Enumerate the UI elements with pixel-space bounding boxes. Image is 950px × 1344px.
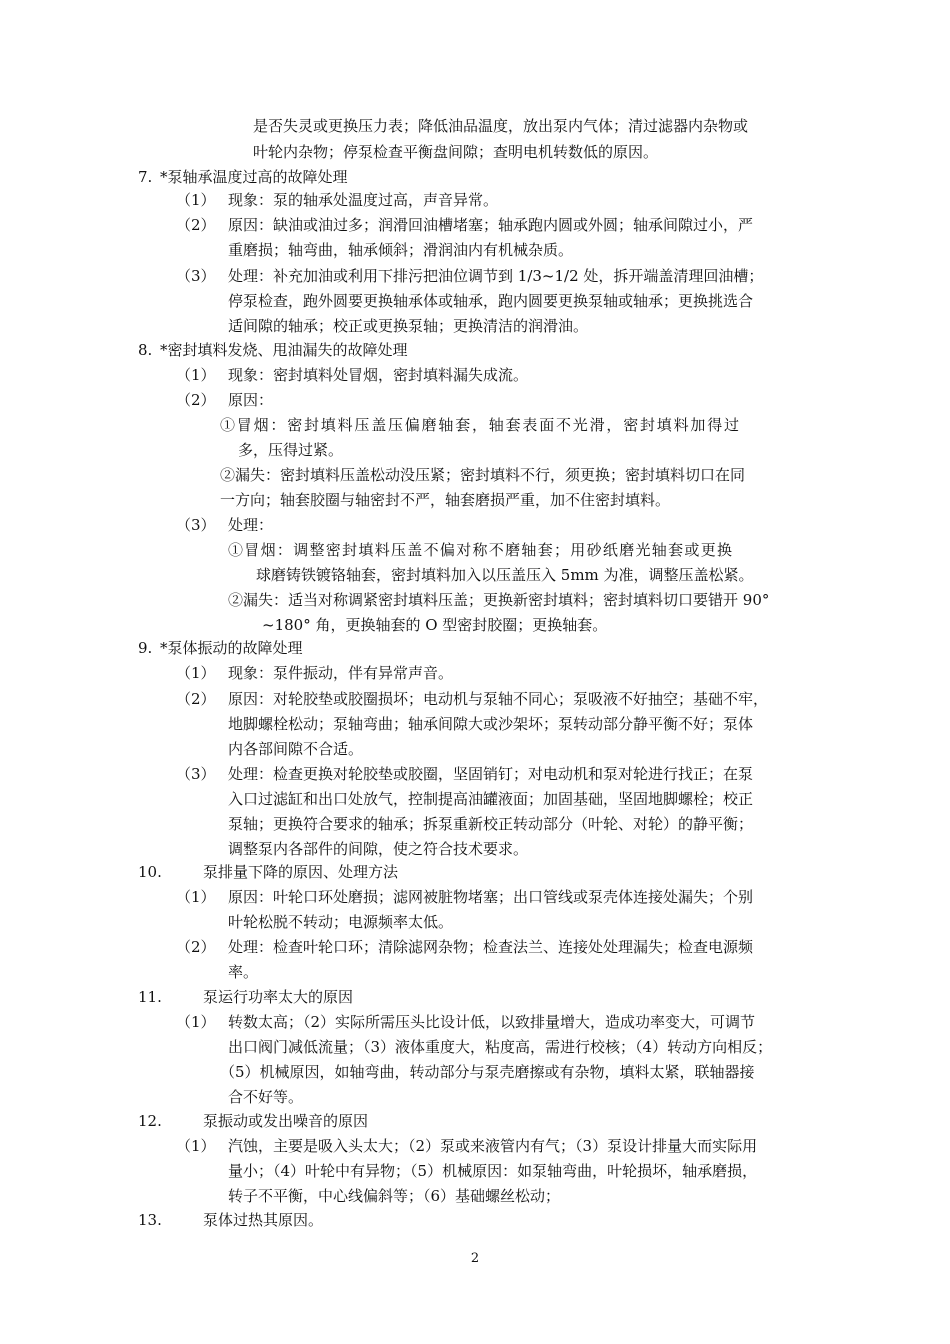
item-number: （3） bbox=[176, 267, 216, 285]
text-line: 处理：检查更换对轮胶垫或胶圈，坚固销钉；对电动机和泵对轮进行找正；在泵 bbox=[228, 765, 754, 783]
text-line: 重磨损；轴弯曲，轴承倾斜；滑润油内有机械杂质。 bbox=[228, 241, 574, 259]
section-number: 7. bbox=[138, 168, 153, 186]
text-line: 处理：补充加油或利用下排污把油位调节到 1/3~1/2 处，拆开端盖清理回油槽； bbox=[228, 267, 764, 285]
text-line: 出口阀门减低流量；（3）液体重度大，粘度高，需进行校核；（4）转动方向相反； bbox=[228, 1038, 773, 1056]
section-title: 泵振动或发出噪音的原因 bbox=[203, 1112, 369, 1130]
text-line: 现象：泵的轴承处温度过高，声音异常。 bbox=[228, 191, 499, 209]
text-line: 处理：检查叶轮口环；清除滤网杂物；检查法兰、连接处处理漏失；检查电源频 bbox=[228, 938, 754, 956]
item-number: （2） bbox=[176, 938, 216, 956]
text-line: 合不好等。 bbox=[228, 1088, 304, 1106]
text-line: 调整泵内各部件的间隙，使之符合技术要求。 bbox=[228, 840, 529, 858]
item-number: （1） bbox=[176, 191, 216, 209]
text-line: 泵轴；更换符合要求的轴承；拆泵重新校正转动部分（叶轮、对轮）的静平衡； bbox=[228, 815, 754, 833]
section-number: 9. bbox=[138, 639, 153, 657]
text-line: ①冒烟：密封填料压盖压偏磨轴套，轴套表面不光滑，密封填料加得过 bbox=[220, 416, 741, 434]
text-line: 转数太高；（2）实际所需压头比设计低，以致排量增大，造成功率变大，可调节 bbox=[228, 1013, 756, 1031]
page-number: 2 bbox=[470, 1251, 480, 1266]
text-line: 转子不平衡，中心线偏斜等；（6）基础螺丝松动； bbox=[228, 1187, 561, 1205]
item-number: （1） bbox=[176, 888, 216, 906]
text-line: 现象：泵件振动，伴有异常声音。 bbox=[228, 664, 454, 682]
section-number: 8. bbox=[138, 341, 153, 359]
section-title: 泵运行功率太大的原因 bbox=[203, 988, 354, 1006]
text-line: 处理： bbox=[228, 516, 274, 534]
item-number: （2） bbox=[176, 391, 216, 409]
item-number: （1） bbox=[176, 1013, 216, 1031]
item-number: （3） bbox=[176, 516, 216, 534]
section-title: *密封填料发烧、甩油漏失的故障处理 bbox=[160, 341, 408, 359]
text-line: 现象：密封填料处冒烟，密封填料漏失成流。 bbox=[228, 366, 529, 384]
text-line: 内各部间隙不合适。 bbox=[228, 740, 364, 758]
text-line: 一方向；轴套胶圈与轴密封不严，轴套磨损严重，加不住密封填料。 bbox=[220, 491, 671, 509]
text-line: 原因：缺油或油过多；润滑回油槽堵塞；轴承跑内圆或外圆；轴承间隙过小，严 bbox=[228, 216, 754, 234]
text-line: 汽蚀，主要是吸入头太大；（2）泵或来液管内有气；（3）泵设计排量大而实际用 bbox=[228, 1137, 758, 1155]
section-title: 泵排量下降的原因、处理方法 bbox=[203, 863, 399, 881]
text-line: 量小；（4）叶轮中有异物；（5）机械原因：如泵轴弯曲，叶轮损坏，轴承磨损， bbox=[228, 1162, 758, 1180]
text-line: 原因：叶轮口环处磨损；滤网被脏物堵塞；出口管线或泵壳体连接处漏失；个别 bbox=[228, 888, 754, 906]
text-line: 叶轮内杂物；停泵检查平衡盘间隙；查明电机转数低的原因。 bbox=[253, 143, 659, 161]
text-line: 叶轮松脱不转动；电源频率太低。 bbox=[228, 913, 454, 931]
text-line: ①冒烟：调整密封填料压盖不偏对称不磨轴套；用砂纸磨光轴套或更换 bbox=[228, 541, 734, 559]
item-number: （1） bbox=[176, 1137, 216, 1155]
item-number: （2） bbox=[176, 690, 216, 708]
text-line: 原因：对轮胶垫或胶圈损坏；电动机与泵轴不同心；泵吸液不好抽空；基础不牢， bbox=[228, 690, 769, 708]
item-number: （1） bbox=[176, 366, 216, 384]
text-line: 是否失灵或更换压力表；降低油品温度，放出泵内气体；清过滤器内杂物或 bbox=[253, 117, 749, 135]
section-number: 12. bbox=[138, 1112, 162, 1130]
text-line: 球磨铸铁镀铬轴套，密封填料加入以压盖压入 5mm 为准，调整压盖松紧。 bbox=[256, 566, 754, 584]
section-title: 泵体过热其原因。 bbox=[203, 1211, 324, 1229]
section-title: *泵体振动的故障处理 bbox=[160, 639, 303, 657]
text-line: 原因： bbox=[228, 391, 274, 409]
text-line: 率。 bbox=[228, 963, 259, 981]
item-number: （2） bbox=[176, 216, 216, 234]
text-line: ②漏失：密封填料压盖松动没压紧；密封填料不行，须更换；密封填料切口在同 bbox=[220, 466, 746, 484]
text-line: ~180° 角，更换轴套的 O 型密封胶圈；更换轴套。 bbox=[262, 616, 608, 634]
text-line: 入口过滤缸和出口处放气，控制提高油罐液面；加固基础，坚固地脚螺栓；校正 bbox=[228, 790, 754, 808]
item-number: （1） bbox=[176, 664, 216, 682]
text-line: 多，压得过紧。 bbox=[238, 441, 344, 459]
text-line: ②漏失：适当对称调紧密封填料压盖；更换新密封填料；密封填料切口要错开 90° bbox=[228, 591, 770, 609]
section-number: 11. bbox=[138, 988, 162, 1006]
text-line: 停泵检查，跑外圆要更换轴承体或轴承，跑内圆要更换泵轴或轴承；更换挑选合 bbox=[228, 292, 754, 310]
section-number: 10. bbox=[138, 863, 162, 881]
text-line: 地脚螺栓松动；泵轴弯曲；轴承间隙大或沙架坏；泵转动部分静平衡不好；泵体 bbox=[228, 715, 754, 733]
item-number: （3） bbox=[176, 765, 216, 783]
section-title: *泵轴承温度过高的故障处理 bbox=[160, 168, 348, 186]
section-number: 13. bbox=[138, 1211, 162, 1229]
text-line: （5）机械原因，如轴弯曲，转动部分与泵壳磨擦或有杂物，填料太紧，联轴器接 bbox=[220, 1063, 755, 1081]
text-line: 适间隙的轴承；校正或更换泵轴；更换清洁的润滑油。 bbox=[228, 317, 589, 335]
